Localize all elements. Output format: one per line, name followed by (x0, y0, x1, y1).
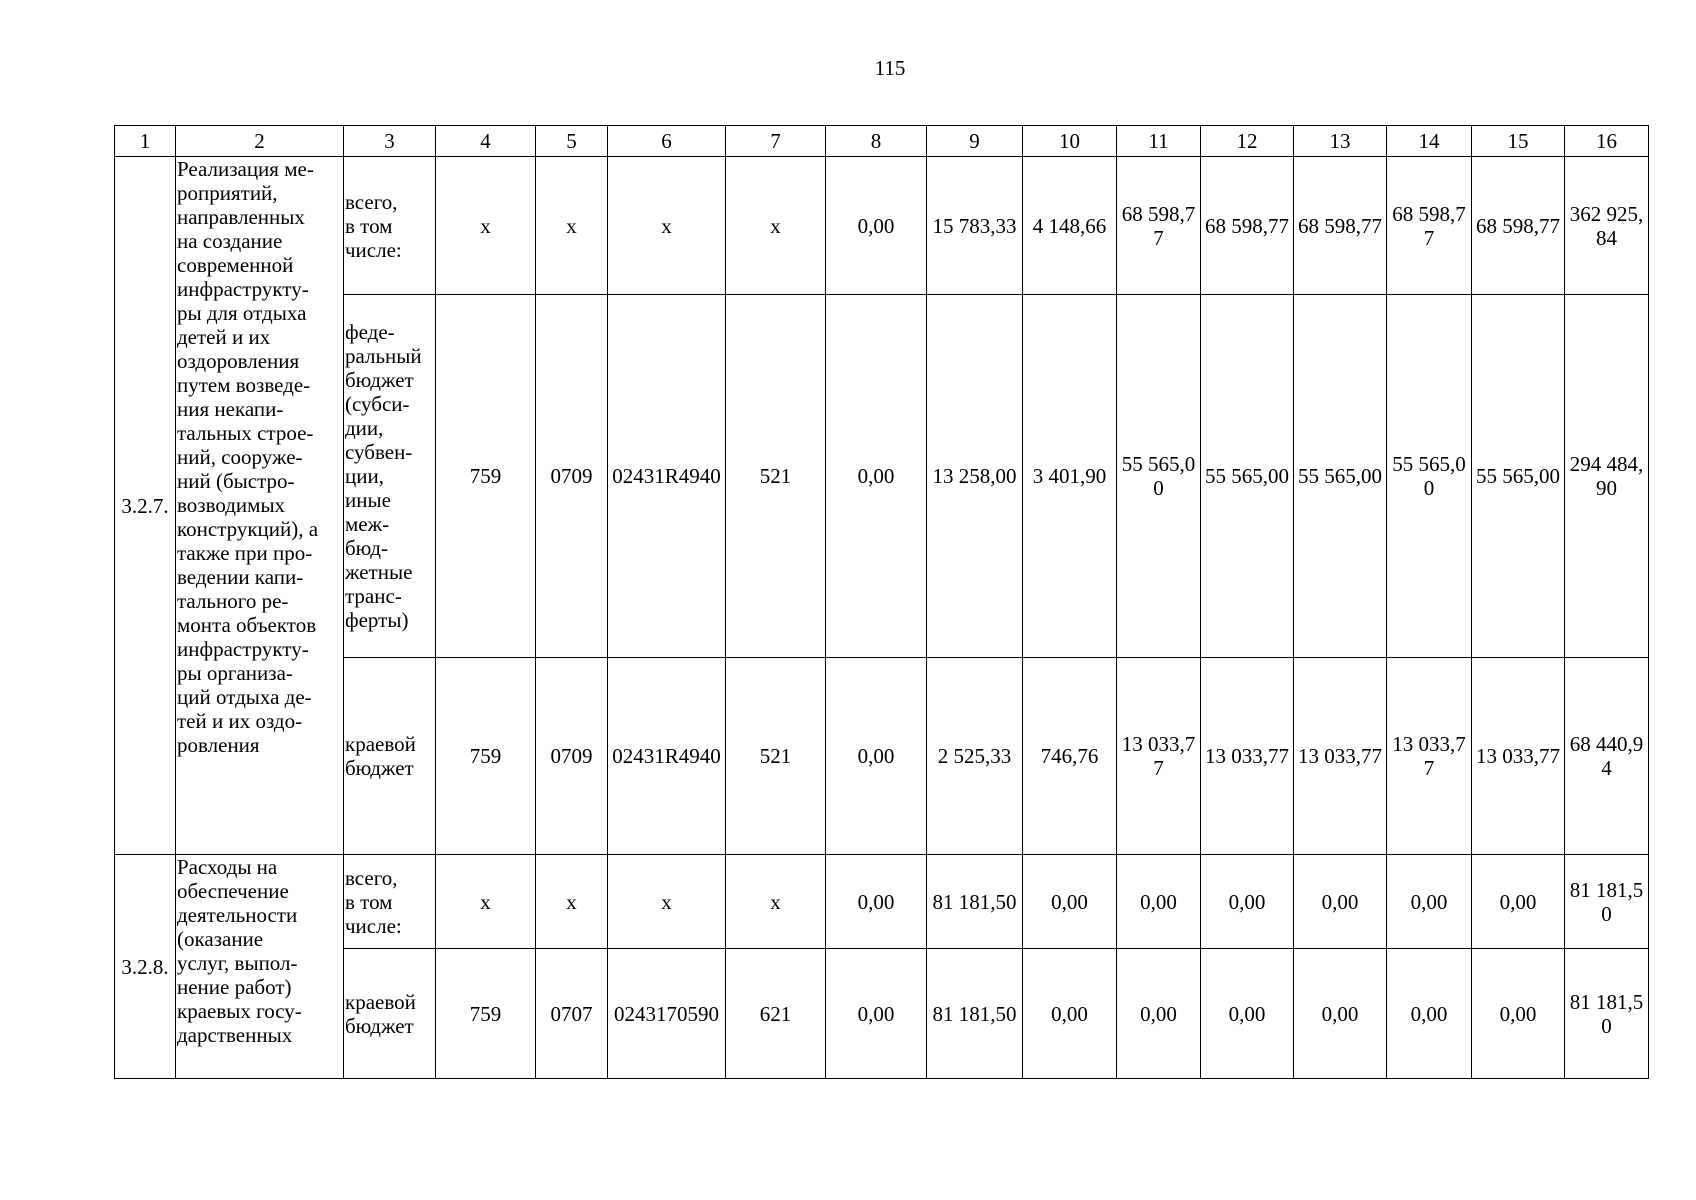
cell-col-9: 13 258,00 (927, 295, 1023, 658)
cell-col-12: 0,00 (1201, 949, 1294, 1079)
cell-col-14: 55 565,00 (1387, 295, 1472, 658)
description-line: возводимых (177, 493, 286, 517)
cell-col-13: 13 033,77 (1294, 658, 1387, 855)
column-number-7: 7 (726, 126, 826, 157)
funding-source-line: жетные (345, 560, 413, 584)
cell-col-14: 0,00 (1387, 855, 1472, 949)
cell-col-12: 68 598,77 (1201, 157, 1294, 295)
cell-col-16: 362 925,84 (1565, 157, 1649, 295)
cell-col-15: 55 565,00 (1472, 295, 1565, 658)
funding-source-line: в том (345, 213, 393, 238)
description-line: инфраструкту- (177, 637, 309, 661)
column-number-14: 14 (1387, 126, 1472, 157)
funding-source-line: меж- (345, 512, 390, 536)
cell-col-4: 759 (436, 949, 536, 1079)
column-number-13: 13 (1294, 126, 1387, 157)
column-number-11: 11 (1117, 126, 1201, 157)
cell-col-5: х (536, 157, 608, 295)
cell-col-13: 55 565,00 (1294, 295, 1387, 658)
cell-col-12: 55 565,00 (1201, 295, 1294, 658)
funding-source-line: краевой (345, 989, 416, 1014)
column-number-16: 16 (1565, 126, 1649, 157)
cell-col-15: 68 598,77 (1472, 157, 1565, 295)
row-id: 3.2.8. (115, 855, 176, 1079)
description-line: современной (177, 253, 294, 277)
funding-source-line: бюджет (345, 756, 414, 780)
description-line: также при про- (177, 541, 313, 565)
funding-source (344, 949, 436, 1079)
description-line: путем возведе- (177, 373, 311, 397)
cell-col-8: 0,00 (826, 295, 927, 658)
description-line: ций отдыха де- (177, 685, 312, 709)
funding-source-line: числе: (345, 913, 402, 938)
description-line: инфраструкту- (177, 277, 309, 301)
column-number-2: 2 (176, 126, 344, 157)
cell-col-13: 0,00 (1294, 855, 1387, 949)
cell-col-12: 13 033,77 (1201, 658, 1294, 855)
column-number-10: 10 (1023, 126, 1117, 157)
cell-col-6: 02431R4940 (608, 295, 726, 658)
row-description (176, 855, 344, 1079)
funding-source-line: бюджет (345, 368, 414, 392)
budget-table (114, 125, 1649, 1079)
description-line: (оказание (177, 927, 264, 951)
description-line: роприятий, (177, 181, 278, 205)
cell-col-10: 0,00 (1023, 855, 1117, 949)
cell-col-9: 2 525,33 (927, 658, 1023, 855)
column-number-4: 4 (436, 126, 536, 157)
description-line: ний (быстро- (177, 469, 295, 493)
cell-col-16: 81 181,50 (1565, 949, 1649, 1079)
cell-col-4: х (436, 855, 536, 949)
description-line: тей и их оздо- (177, 709, 303, 733)
cell-col-10: 4 148,66 (1023, 157, 1117, 295)
cell-col-13: 68 598,77 (1294, 157, 1387, 295)
funding-source-line: транс- (345, 584, 402, 608)
description-line: на создание (177, 229, 283, 253)
funding-source (344, 295, 436, 658)
cell-col-6: х (608, 157, 726, 295)
cell-col-5: х (536, 855, 608, 949)
column-number-1: 1 (115, 126, 176, 157)
cell-col-7: 521 (726, 295, 826, 658)
cell-col-8: 0,00 (826, 855, 927, 949)
column-number-6: 6 (608, 126, 726, 157)
description-line: обеспечение (177, 879, 289, 903)
column-number-8: 8 (826, 126, 927, 157)
cell-col-10: 746,76 (1023, 658, 1117, 855)
cell-col-6: х (608, 855, 726, 949)
description-line: оздоровления (177, 349, 300, 373)
row-description (176, 157, 344, 855)
cell-col-5: 0709 (536, 658, 608, 855)
funding-source-line: всего, (345, 865, 398, 890)
cell-col-6: 02431R4940 (608, 658, 726, 855)
cell-col-5: 0707 (536, 949, 608, 1079)
funding-source-line: иные (345, 488, 391, 512)
cell-col-8: 0,00 (826, 157, 927, 295)
cell-col-14: 0,00 (1387, 949, 1472, 1079)
description-line: тального ре- (177, 589, 289, 613)
funding-source-line: краевой (345, 732, 416, 756)
funding-source (344, 157, 436, 295)
cell-col-12: 0,00 (1201, 855, 1294, 949)
table-row (115, 855, 1649, 949)
description-line: ровления (177, 733, 260, 757)
description-line: монта объектов (177, 613, 317, 637)
cell-col-11: 0,00 (1117, 949, 1201, 1079)
description-line: ведении капи- (177, 565, 304, 589)
description-line: ры для отдыха (177, 301, 307, 325)
funding-source-line: (субси- (345, 392, 410, 416)
cell-col-9: 81 181,50 (927, 949, 1023, 1079)
table-row (115, 949, 1649, 1079)
column-number-15: 15 (1472, 126, 1565, 157)
column-number-row (115, 126, 1649, 157)
funding-source-line: дии, (345, 416, 384, 440)
funding-source-line: феде- (345, 320, 395, 344)
cell-col-6: 0243170590 (608, 949, 726, 1079)
description-line: ры организа- (177, 661, 293, 685)
column-number-12: 12 (1201, 126, 1294, 157)
description-line: дарственных (177, 1023, 293, 1047)
page-number: 115 (874, 56, 906, 80)
table-row (115, 295, 1649, 658)
funding-source-line: бюджет (345, 1013, 414, 1038)
description-line: конструкций), а (177, 517, 319, 541)
cell-col-15: 0,00 (1472, 949, 1565, 1079)
row-id: 3.2.7. (115, 157, 176, 855)
description-line: ния некапи- (177, 397, 284, 421)
cell-col-5: 0709 (536, 295, 608, 658)
cell-col-15: 13 033,77 (1472, 658, 1565, 855)
funding-source-line: субвен- (345, 440, 413, 464)
funding-source-line: бюд- (345, 536, 388, 560)
description-line: тальных строе- (177, 421, 314, 445)
cell-col-9: 15 783,33 (927, 157, 1023, 295)
table-row (115, 157, 1649, 295)
cell-col-7: 521 (726, 658, 826, 855)
cell-col-10: 3 401,90 (1023, 295, 1117, 658)
cell-col-15: 0,00 (1472, 855, 1565, 949)
cell-col-11: 55 565,00 (1117, 295, 1201, 658)
cell-col-11: 0,00 (1117, 855, 1201, 949)
cell-col-7: х (726, 157, 826, 295)
description-line: ний, сооруже- (177, 445, 303, 469)
cell-col-7: 621 (726, 949, 826, 1079)
description-line: Расходы на (177, 855, 278, 879)
description-line: Реализация ме- (177, 157, 314, 181)
column-number-9: 9 (927, 126, 1023, 157)
funding-source-line: ральный (345, 344, 422, 368)
cell-col-8: 0,00 (826, 949, 927, 1079)
column-number-5: 5 (536, 126, 608, 157)
funding-source (344, 658, 436, 855)
cell-col-13: 0,00 (1294, 949, 1387, 1079)
funding-source (344, 855, 436, 949)
description-line: направленных (177, 205, 305, 229)
funding-source-line: ции, (345, 464, 384, 488)
cell-col-14: 13 033,77 (1387, 658, 1472, 855)
funding-source-line: ферты) (345, 608, 409, 632)
cell-col-4: 759 (436, 658, 536, 855)
cell-col-4: х (436, 157, 536, 295)
description-line: нение работ) (177, 975, 292, 999)
description-line: услуг, выпол- (177, 951, 298, 975)
description-line: краевых госу- (177, 999, 302, 1023)
description-line: детей и их (177, 325, 271, 349)
cell-col-16: 81 181,50 (1565, 855, 1649, 949)
description-line: деятельности (177, 903, 298, 927)
cell-col-10: 0,00 (1023, 949, 1117, 1079)
funding-source-line: в том (345, 889, 393, 914)
cell-col-9: 81 181,50 (927, 855, 1023, 949)
cell-col-8: 0,00 (826, 658, 927, 855)
funding-source-line: числе: (345, 237, 402, 262)
cell-col-16: 68 440,94 (1565, 658, 1649, 855)
cell-col-4: 759 (436, 295, 536, 658)
table-row (115, 658, 1649, 855)
cell-col-14: 68 598,77 (1387, 157, 1472, 295)
funding-source-line: всего, (345, 189, 398, 214)
cell-col-11: 68 598,77 (1117, 157, 1201, 295)
table-body (115, 126, 1649, 1079)
cell-col-16: 294 484,90 (1565, 295, 1649, 658)
cell-col-11: 13 033,77 (1117, 658, 1201, 855)
column-number-3: 3 (344, 126, 436, 157)
cell-col-7: х (726, 855, 826, 949)
